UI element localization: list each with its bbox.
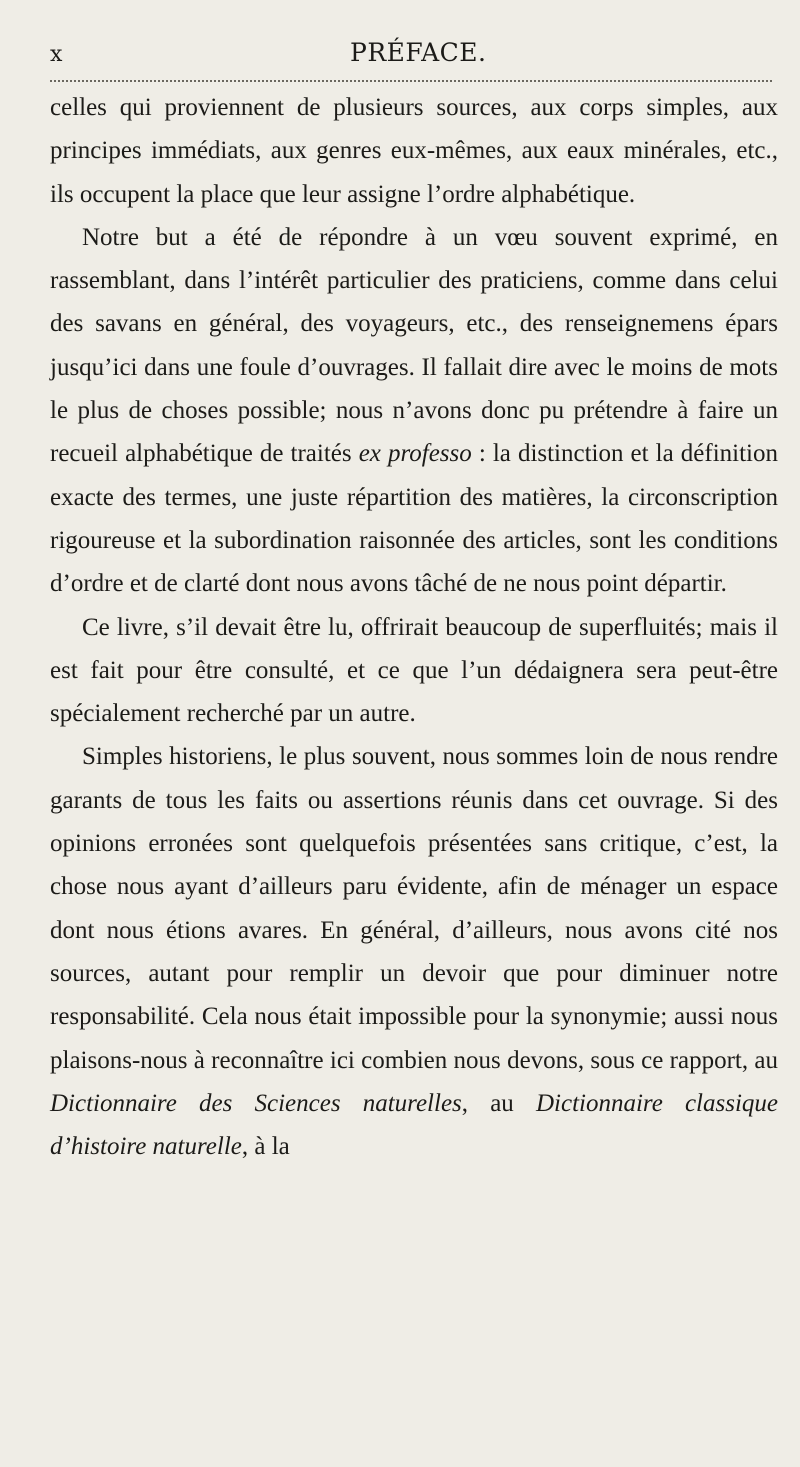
text-run: Ce livre, s’il devait être lu, offrirait beaucoup de superfluités; mais il est fait pour être consulté, et ce que l’un dédaignera sera peut-être spécialement recherché par un autre.: [50, 613, 778, 728]
text-run: : la distinction et la définition exacte des termes, une juste répartition des matières, la circonscription rigoureuse et la subordination raisonnée des articles, sont les conditions d’ordre et de clarté dont nous avons tâché de ne nous point départir.: [50, 440, 778, 598]
page-header: [50, 38, 772, 82]
paragraph: [50, 86, 778, 216]
italic-title: Dictionnaire classique d’histoire naturelle: [50, 1089, 779, 1161]
paragraph: [50, 606, 778, 736]
page-number: x: [50, 42, 63, 67]
text-run: , à la: [241, 1133, 290, 1161]
body-text: [50, 86, 778, 1168]
paragraph: [50, 216, 778, 606]
running-title: PRÉFACE.: [350, 38, 487, 67]
paragraph: [50, 735, 778, 1168]
text-run: Simples historiens, le plus souvent, nous sommes loin de nous rendre garants de tous les faits ou assertions réunis dans cet ouvrage. Si des opinions erronées sont quelquefois présentées sans critique, c’est, la chose nous ayant d’ailleurs paru évidente, afin de ménager un espace dont nous étions avares. En général, d’ailleurs, nous avons cité nos sources, autant pour remplir un devoir que pour diminuer notre responsabilité. Cela nous était impossible pour la synonymie; aussi nous plaisons-nous à reconnaître ici combien nous devons, sous ce rapport, au: [50, 743, 778, 1074]
text-run: , au: [461, 1089, 536, 1117]
italic-title: ex professo: [358, 440, 472, 468]
italic-title: Dictionnaire des Sciences naturelles: [50, 1089, 462, 1117]
text-run: celles qui proviennent de plusieurs sources, aux corps simples, aux principes immédiats, aux genres eux-mêmes, aux eaux minérales, etc., ils occupent la place que leur assigne l’ordre alphabétique.: [50, 94, 778, 208]
text-run: Notre but a été de répondre à un vœu souvent exprimé, en rassemblant, dans l’intérêt particulier des praticiens, comme dans celui des savans en général, des voyageurs, etc., des renseignemens épars jusqu’ici dans une foule d’ouvrages. Il fallait dire avec le moins de mots le plus de choses possible; nous n’avons donc pu prétendre à faire un recueil alphabétique de traités: [50, 223, 778, 468]
